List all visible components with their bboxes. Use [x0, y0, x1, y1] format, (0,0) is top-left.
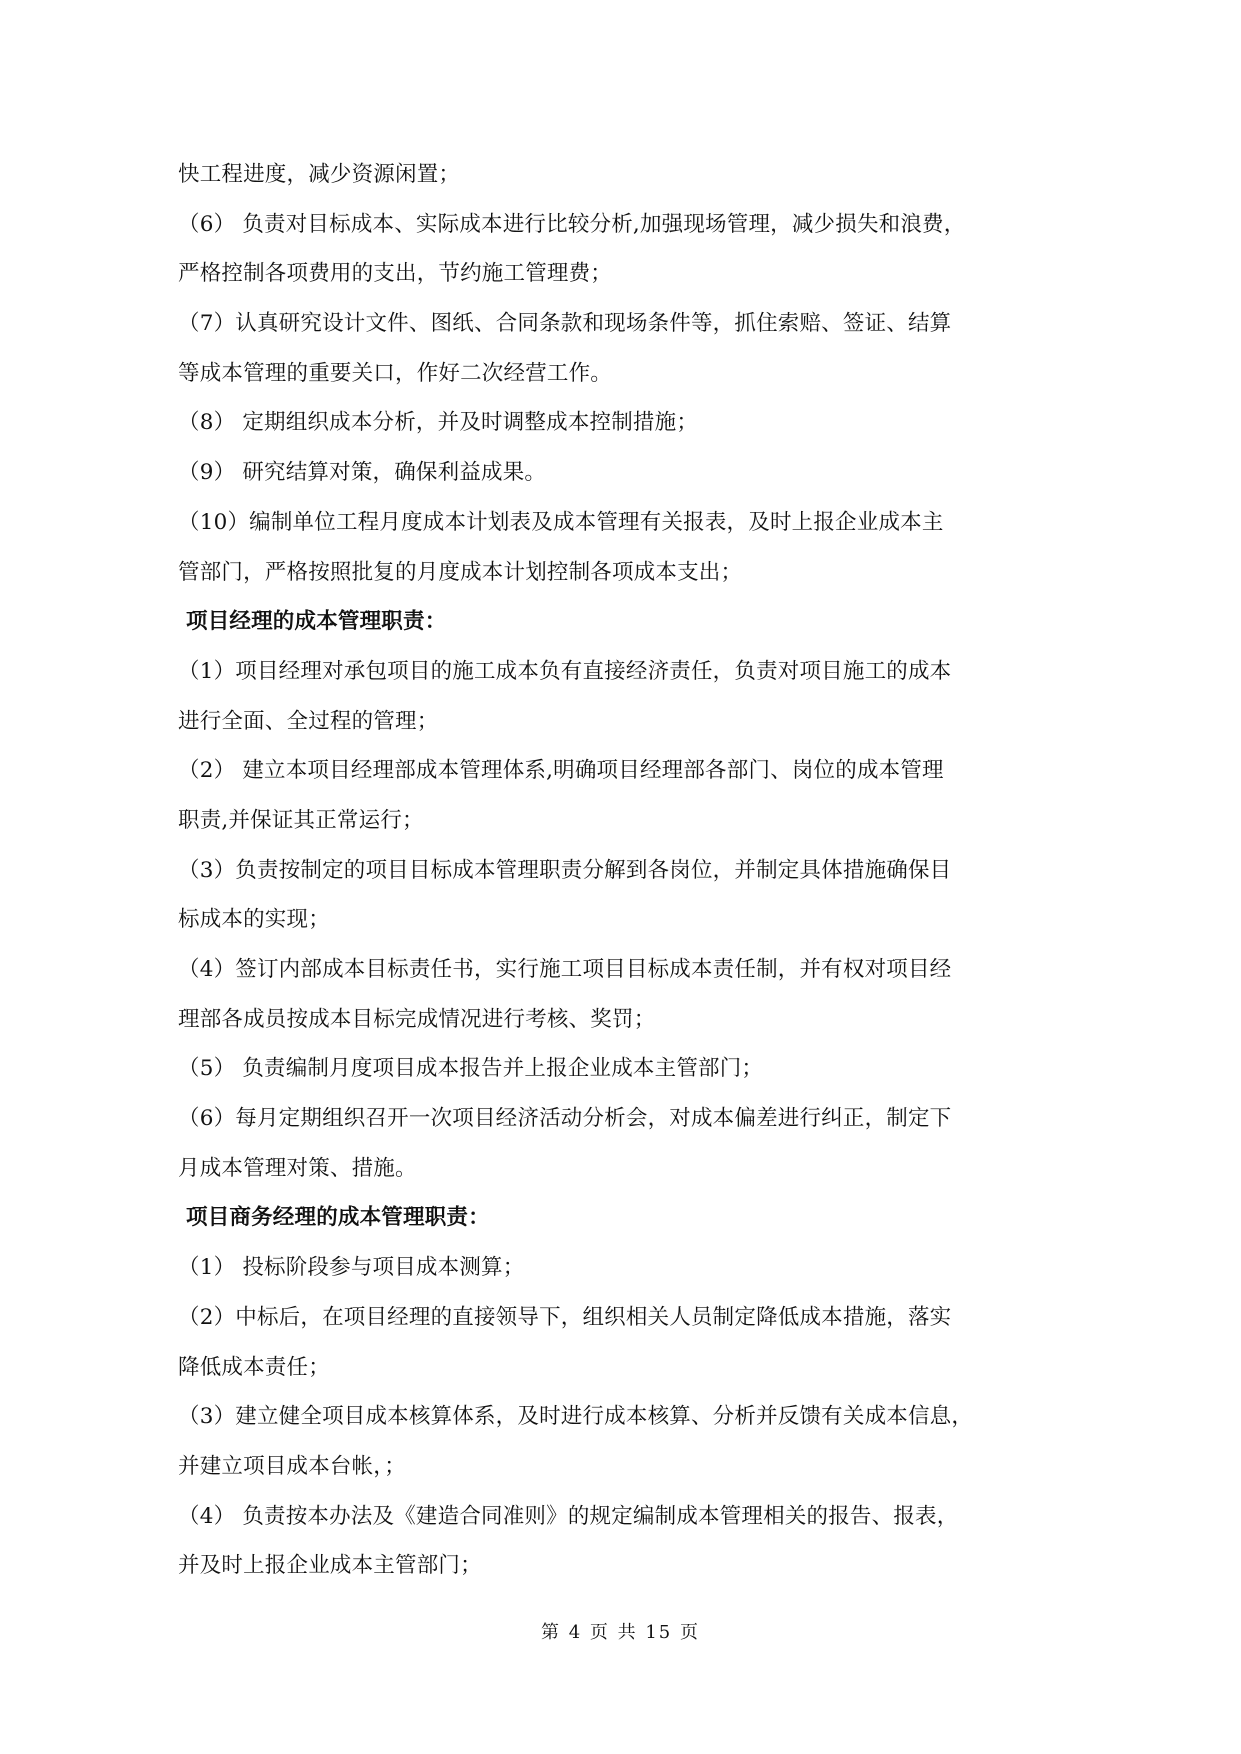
text-line: （8） 定期组织成本分析，并及时调整成本控制措施； — [178, 410, 699, 436]
text-line: 等成本管理的重要关口，作好二次经营工作。 — [178, 360, 613, 386]
text-line: （3）负责按制定的项目目标成本管理职责分解到各岗位，并制定具体措施确保目 — [178, 857, 952, 883]
text-line: 快工程进度，减少资源闲置； — [178, 162, 461, 187]
text-line: （6） 负责对目标成本、实际成本进行比较分析,加强现场管理，减少损失和浪费， — [178, 211, 966, 237]
text-line: 标成本的实现； — [178, 907, 330, 933]
section-heading: 项目商务经理的成本管理职责： — [186, 1205, 490, 1231]
text-line: （6）每月定期组织召开一次项目经济活动分析会，对成本偏差进行纠正，制定下 — [178, 1106, 952, 1132]
text-line: （3）建立健全项目成本核算体系，及时进行成本核算、分析并反馈有关成本信息， — [178, 1404, 974, 1430]
text-line: 理部各成员按成本目标完成情况进行考核、奖罚； — [178, 1006, 656, 1032]
text-line: （4） 负责按本办法及《建造合同准则》的规定编制成本管理相关的报告、报表， — [178, 1503, 959, 1529]
text-line: 月成本管理对策、措施。 — [178, 1155, 417, 1181]
text-line: （10）编制单位工程月度成本计划表及成本管理有关报表，及时上报企业成本主 — [178, 509, 944, 535]
text-line: （2）中标后，在项目经理的直接领导下，组织相关人员制定降低成本措施，落实 — [178, 1304, 952, 1330]
text-line: （4）签订内部成本目标责任书，实行施工项目目标成本责任制，并有权对项目经 — [178, 957, 952, 982]
text-line: （5） 负责编制月度项目成本报告并上报企业成本主管部门； — [178, 1056, 764, 1082]
text-line: （7）认真研究设计文件、图纸、合同条款和现场条件等，抓住索赔、签证、结算 — [178, 311, 952, 337]
text-line: 职责,并保证其正常运行； — [178, 807, 424, 833]
text-line: （1） 投标阶段参与项目成本测算； — [178, 1255, 525, 1281]
text-line: 严格控制各项费用的支出，节约施工管理费； — [178, 261, 613, 287]
section-heading: 项目经理的成本管理职责： — [186, 609, 447, 635]
text-line: （9） 研究结算对策，确保利益成果。 — [178, 460, 547, 486]
text-line: 并及时上报企业成本主管部门； — [178, 1553, 482, 1579]
document-body — [178, 150, 1066, 1591]
text-line: 并建立项目成本台帐，； — [178, 1453, 406, 1479]
text-line: 管部门，严格按照批复的月度成本计划控制各项成本支出； — [178, 559, 743, 585]
text-line: （2） 建立本项目经理部成本管理体系,明确项目经理部各部门、岗位的成本管理 — [178, 758, 944, 784]
page-number-footer: 第 4 页 共 15 页 — [541, 1622, 700, 1643]
text-line: （1）项目经理对承包项目的施工成本负有直接经济责任，负责对项目施工的成本 — [178, 658, 952, 684]
text-line: 降低成本责任； — [178, 1354, 330, 1380]
text-line: 进行全面、全过程的管理； — [178, 708, 439, 734]
